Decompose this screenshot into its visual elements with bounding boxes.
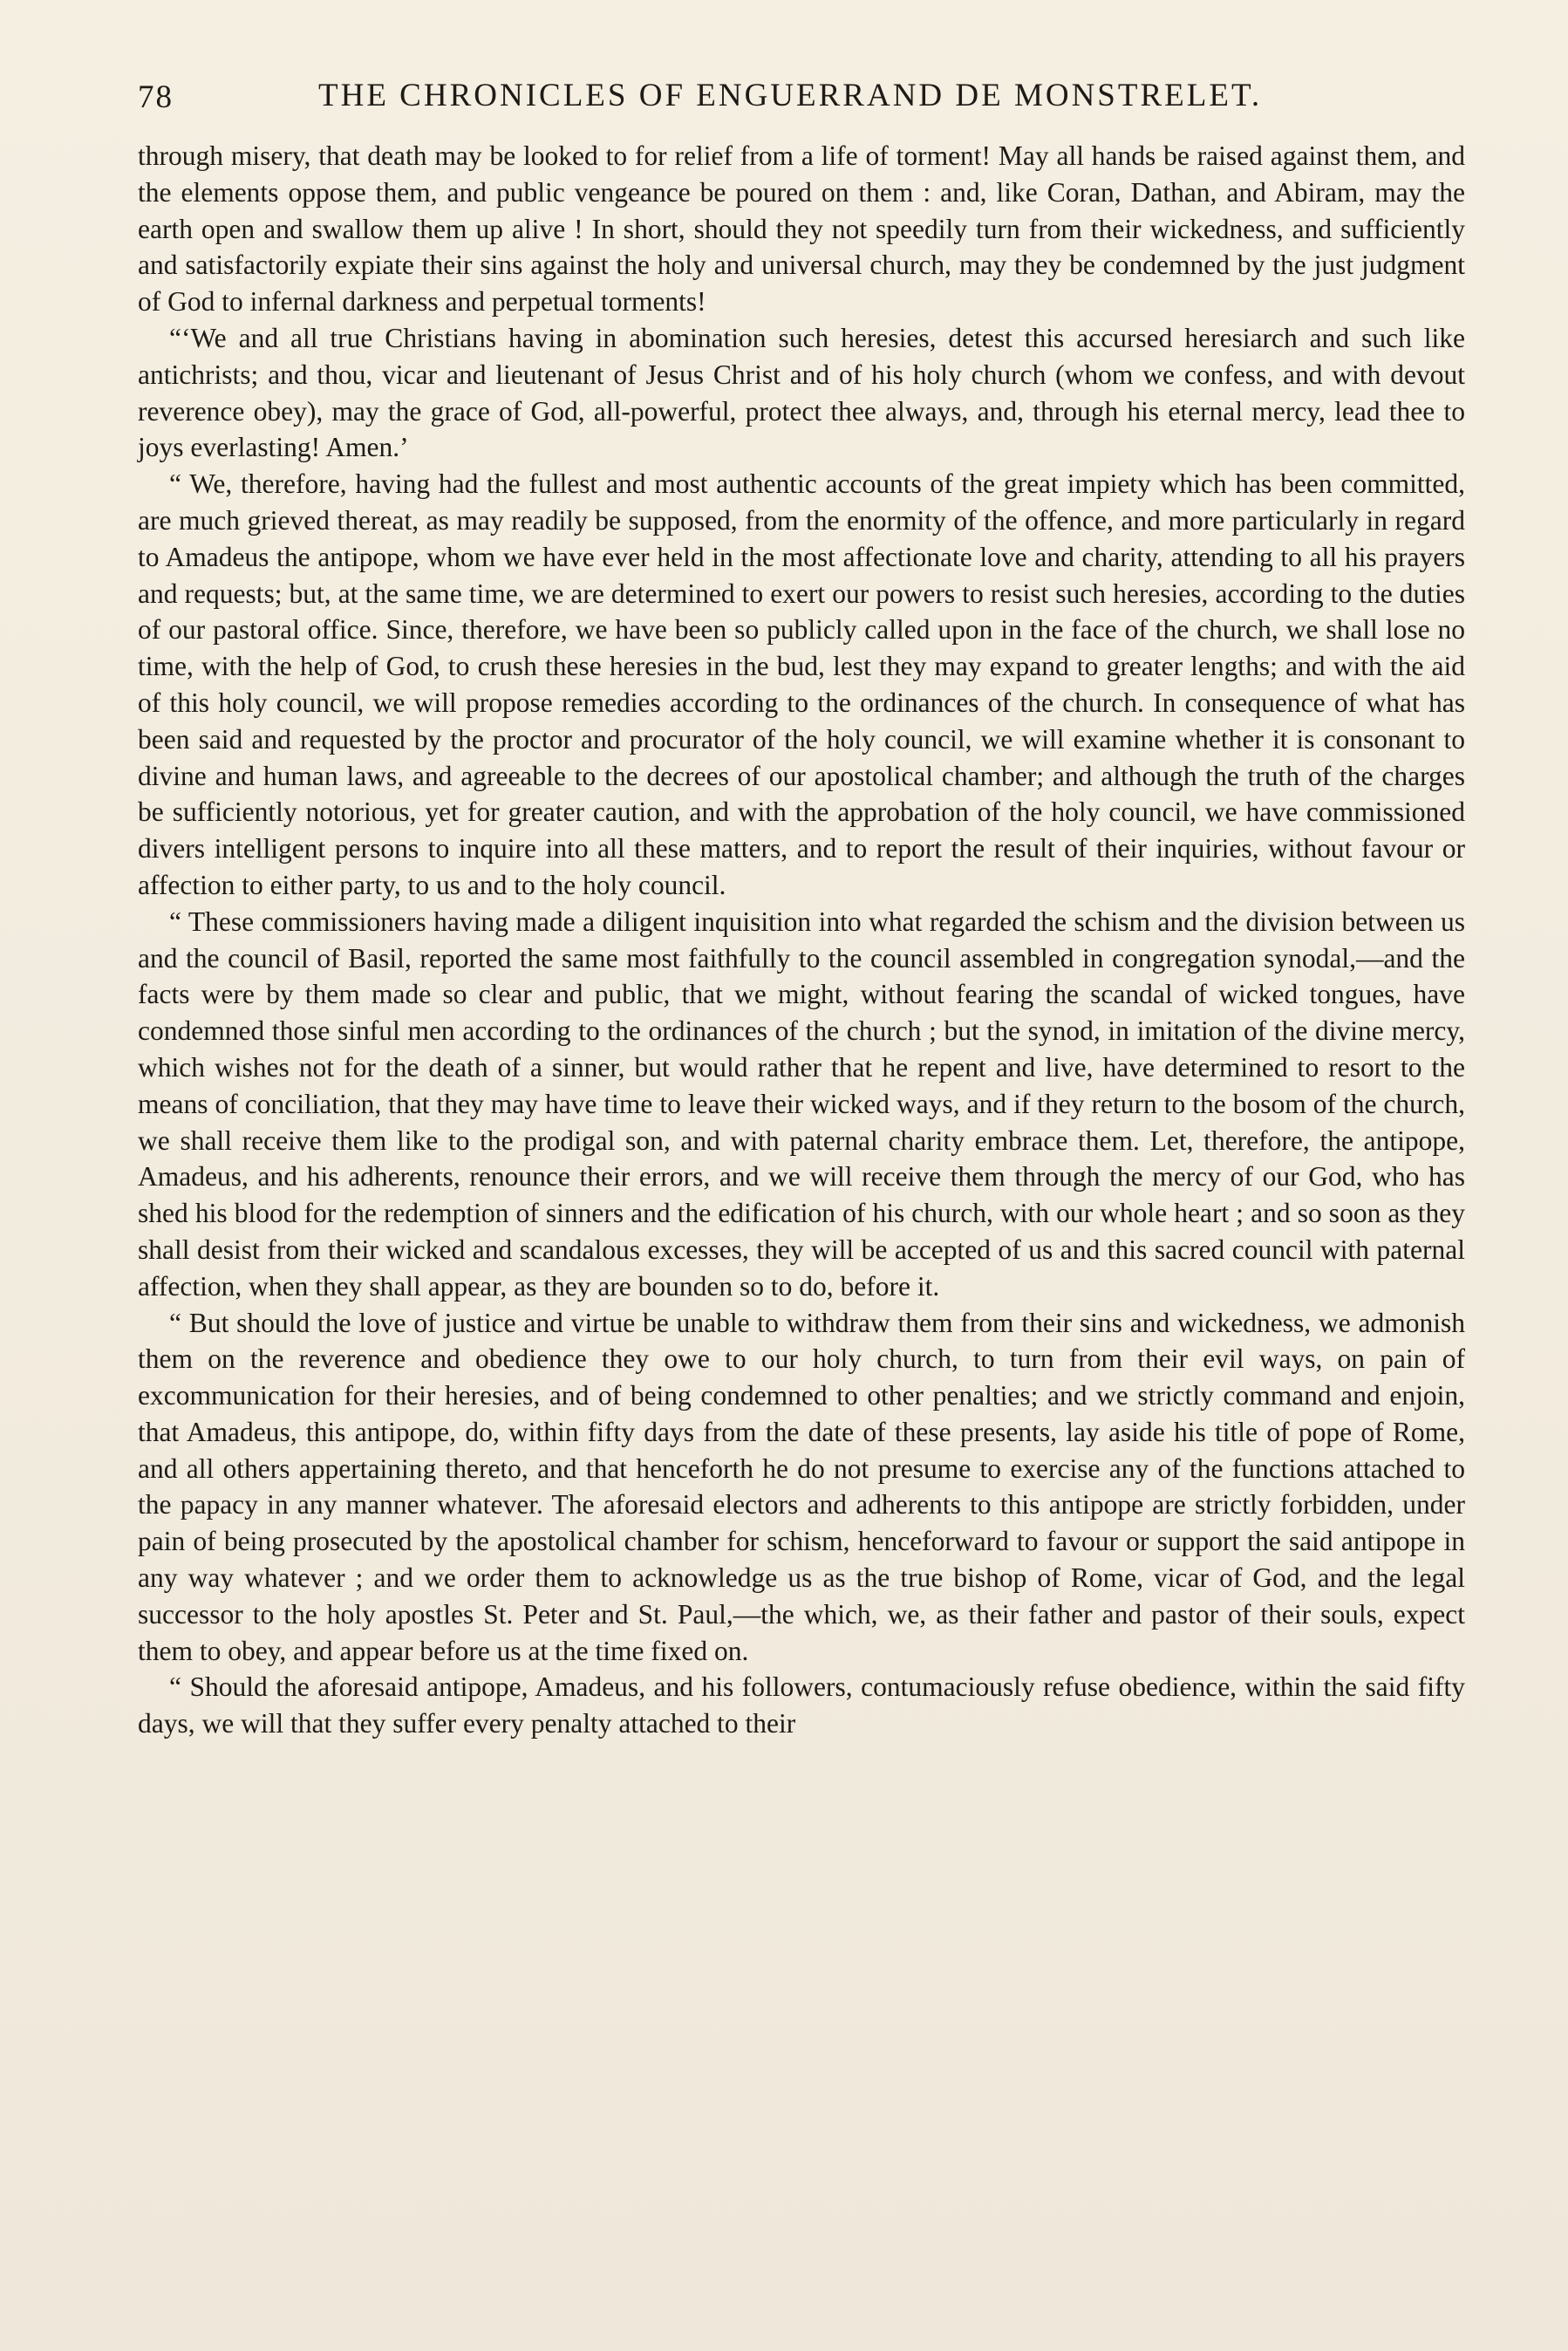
page-number: 78 (138, 79, 174, 115)
body-text (138, 138, 1465, 1742)
paragraph: “ But should the love of justice and virtue be unable to withdraw them from their sins and wickedness, we admonish them on the reverence and obedience they owe to our holy church, to turn from their evil ways, on pain of excommunication for their heresies, and of being condemned to other penalties; and we strictly command and enjoin, that Amadeus, this antipope, do, within fifty days from the date of these presents, lay aside his title of pope of Rome, and all others appertaining thereto, and that henceforth he do not presume to exercise any of the functions attached to the papacy in any manner whatever. The aforesaid electors and adherents to this antipope are strictly forbidden, under pain of being prosecuted by the apostolical chamber for schism, henceforward to favour or support the said antipope in any way whatever ; and we order them to acknowledge us as the true bishop of Rome, vicar of God, and the legal successor to the holy apostles St. Peter and St. Paul,—the which, we, as their father and pastor of their souls, expect them to obey, and appear before us at the time fixed on. (138, 1307, 1465, 1666)
paragraph: “ Should the aforesaid antipope, Amadeus, and his followers, contumaciously refuse obedience, within the said fifty days, we will that they suffer every penalty attached to their (138, 1671, 1465, 1739)
page-header (131, 77, 1474, 126)
paragraph: “‘We and all true Christians having in abomination such heresies, detest this accursed heresiarch and such like antichrists; and thou, vicar and lieutenant of Jesus Christ and of his holy church (whom we confess, and with devout reverence obey), may the grace of God, all-powerful, protect thee always, and, through his eternal mercy, lead thee to joys everlasting! Amen.’ (138, 322, 1465, 463)
paragraph: through misery, that death may be looked to for relief from a life of torment! May all hands be raised against them, and the elements oppose them, and public vengeance be poured on them : and, like Coran, Dathan, and Abiram, may the earth open and swallow them up alive ! In short, should they not speedily turn from their wickedness, and sufficiently and satisfactorily expiate their sins against the holy and universal church, may they be condemned by the just judgment of God to infernal darkness and perpetual torments! (138, 140, 1465, 318)
running-head-title: THE CHRONICLES OF ENGUERRAND DE MONSTRELET. (318, 78, 1263, 113)
paragraph: “ We, therefore, having had the fullest and most authentic accounts of the great impiety which has been committed, are much grieved thereat, as may readily be supposed, from the enormity of the offence, and more particularly in regard to Amadeus the antipope, whom we have ever held in the most affectionate love and charity, attending to all his prayers and requests; but, at the same time, we are determined to exert our powers to resist such heresies, according to the duties of our pastoral office. Since, therefore, we have been so publicly called upon in the face of the church, we shall lose no time, with the help of God, to crush these heresies in the bud, lest they may expand to greater lengths; and with the aid of this holy council, we will propose remedies according to the ordinances of the church. In consequence of what has been said and requested by the proctor and procurator of the holy council, we will examine whether it is consonant to divine and human laws, and agreeable to the decrees of our apostolical chamber; and although the truth of the charges be sufficiently notorious, yet for greater caution, and with the approbation of the holy council, we have commissioned divers intelligent persons to inquire into all these matters, and to report the result of their inquiries, without favour or affection to either party, to us and to the holy council. (138, 468, 1465, 900)
paragraph: “ These commissioners having made a diligent inquisition into what regarded the schism and the division between us and the council of Basil, reported the same most faithfully to the council assembled in congregation synodal,—and the facts were by them made so clear and public, that we might, without fearing the scandal of wicked tongues, have condemned those sinful men according to the ordinances of the church ; but the synod, in imitation of the divine mercy, which wishes not for the death of a sinner, but would rather that he repent and live, have determined to resort to the means of conciliation, that they may have time to leave their wicked ways, and if they return to the bosom of the church, we shall receive them like to the prodigal son, and with paternal charity embrace them. Let, therefore, the antipope, Amadeus, and his adherents, renounce their errors, and we will receive them through the mercy of our God, who has shed his blood for the redemption of sinners and the edification of his church, with our whole heart ; and so soon as they shall desist from their wicked and scandalous excesses, they will be accepted of us and this sacred council with paternal affection, when they shall appear, as they are bounden so to do, before it. (138, 906, 1465, 1302)
